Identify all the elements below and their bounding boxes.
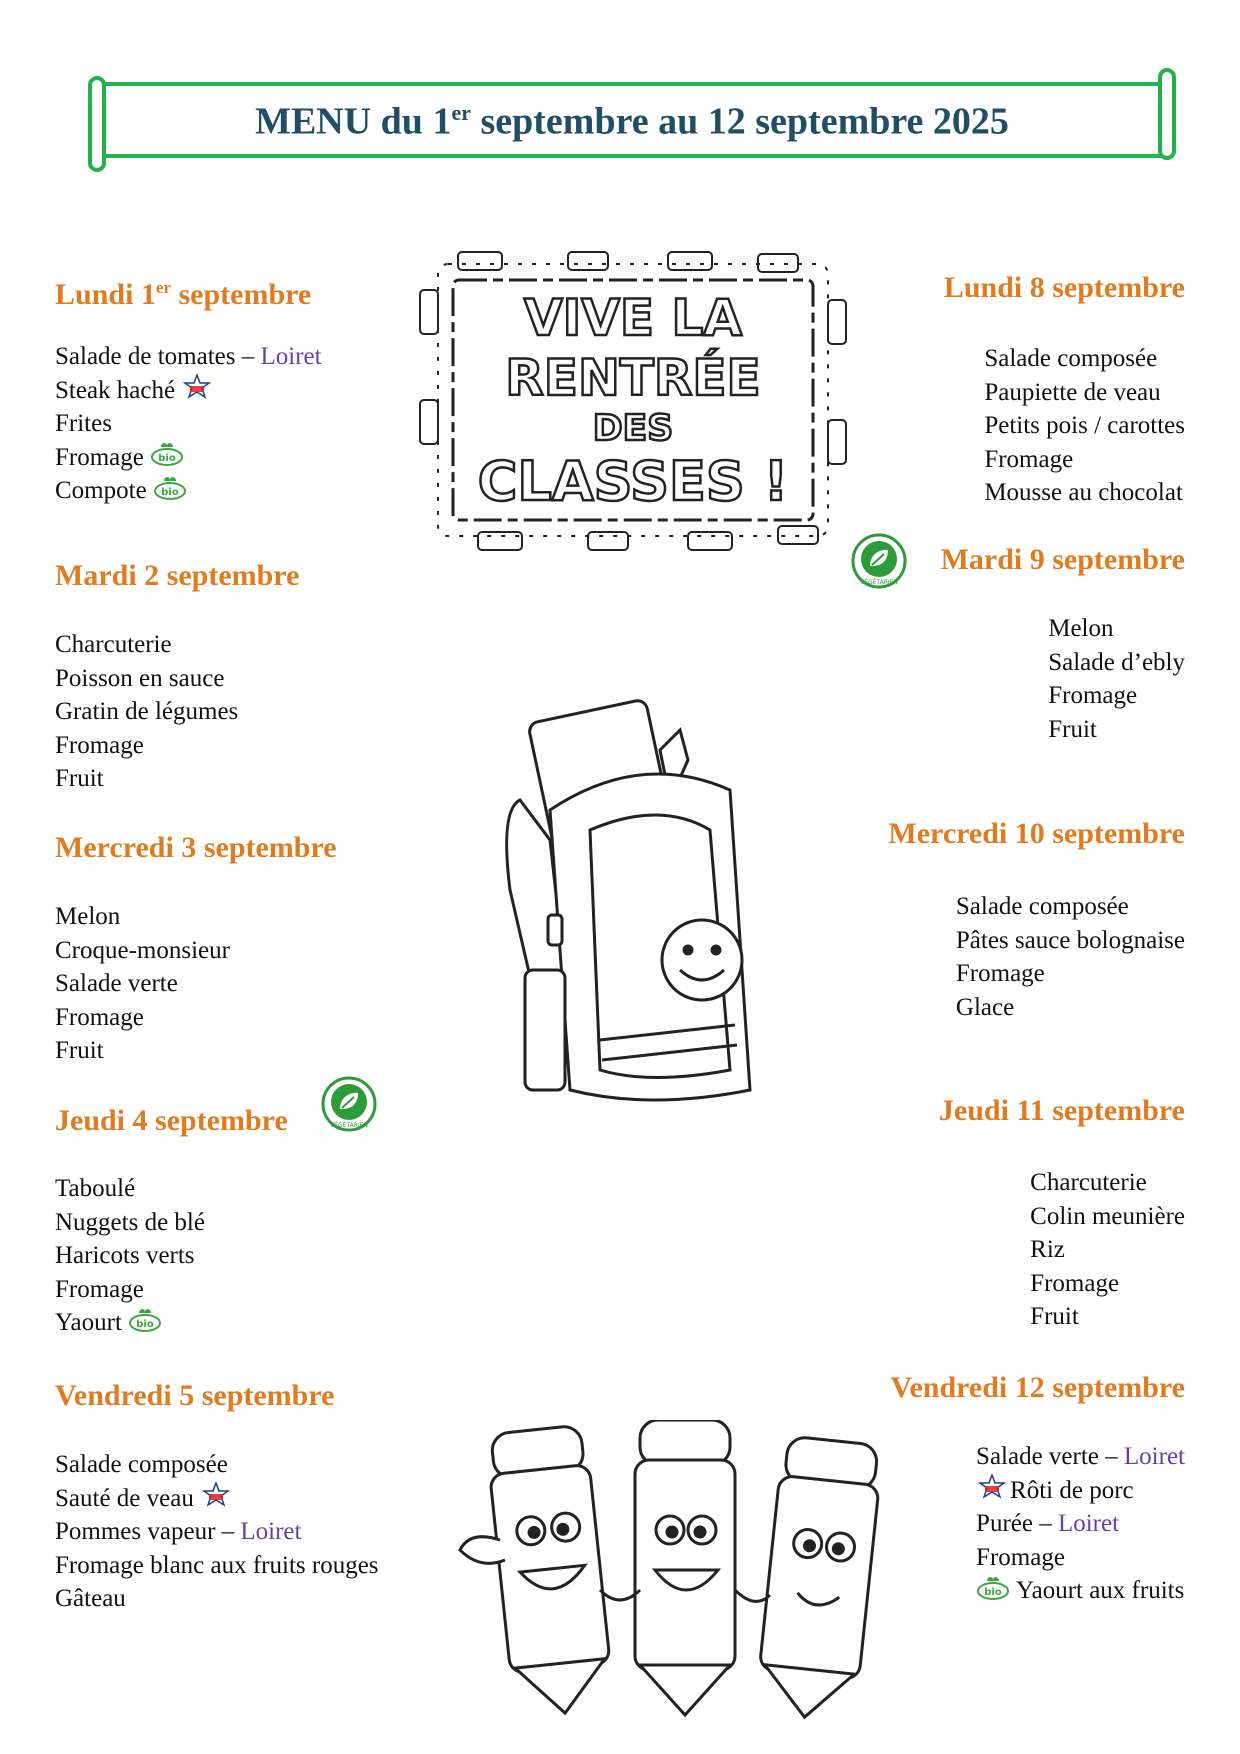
day-title-mercredi-3: Mercredi 3 septembre: [55, 831, 337, 864]
menu-item: Compote bio: [55, 474, 322, 508]
menu-item: Salade verte: [55, 970, 178, 998]
menu-item: Fruit: [55, 1037, 104, 1065]
menu-item: Yaourt bio: [55, 1306, 205, 1340]
sign-line-2: RENTRÉE: [505, 349, 761, 407]
menu-item: bio Yaourt aux fruits: [976, 1574, 1185, 1608]
svg-text:VÉGÉTARIEN: VÉGÉTARIEN: [330, 1122, 368, 1129]
svg-text:bio: bio: [158, 453, 176, 465]
day-title-mardi-2: Mardi 2 septembre: [55, 559, 300, 592]
day-title-jeudi-11: Jeudi 11 septembre: [938, 1094, 1185, 1127]
menu-item: Salade composée: [955, 893, 1129, 920]
svg-text:VÉGÉTARIEN: VÉGÉTARIEN: [860, 579, 898, 586]
bio-icon: [128, 1307, 162, 1343]
menu-items-lundi-1: [55, 340, 322, 508]
day-title-vendredi-5: Vendredi 5 septembre: [55, 1379, 335, 1412]
sign-line-3: DES: [592, 408, 674, 449]
menu-item: Rôti de porc: [976, 1474, 1185, 1508]
bio-icon: [976, 1575, 1010, 1611]
menu-items-mercredi-3: [55, 900, 230, 1068]
menu-item: Petits pois / carottes: [984, 412, 1185, 440]
svg-text:bio: bio: [136, 1318, 154, 1330]
menu-item: Salade composée: [55, 1451, 228, 1478]
menu-item: Frites: [55, 410, 112, 438]
menu-items-mercredi-10: [956, 890, 1185, 1024]
menu-item: Mousse au chocolat: [984, 479, 1183, 507]
menu-item: Charcuterie: [55, 631, 172, 658]
menu-item: Pommes vapeur – Loiret: [55, 1518, 302, 1546]
label-rouge-icon: [976, 1474, 1008, 1510]
day-title-vendredi-12: Vendredi 12 septembre: [890, 1371, 1185, 1404]
menu-items-vendredi-12: [976, 1440, 1185, 1608]
menu-item: Fruit: [1048, 715, 1097, 743]
menu-item: Fruit: [55, 765, 104, 793]
menu-item: Riz: [1030, 1236, 1065, 1264]
menu-item: Fromage: [55, 1275, 144, 1303]
svg-text:bio: bio: [984, 1586, 1002, 1598]
menu-item: Salade verte – Loiret: [976, 1443, 1185, 1470]
page-title: MENU du 1er septembre au 12 septembre 2025: [255, 100, 1009, 143]
menu-item: Salade de tomates – Loiret: [55, 343, 322, 370]
label-rouge-icon: [181, 374, 213, 410]
menu-item: Fromage blanc aux fruits rouges: [55, 1551, 379, 1579]
menu-item: Sauté de veau: [55, 1482, 379, 1516]
menu-item: Fromage: [984, 445, 1074, 473]
menu-item: Melon: [1048, 615, 1114, 642]
menu-item: Pâtes sauce bolognaise: [955, 926, 1185, 954]
menu-item: Fromage: [55, 731, 144, 759]
menu-item: Fromage: [955, 960, 1045, 988]
menu-item: Glace: [955, 993, 1015, 1021]
pencil-characters-icon: [450, 1420, 920, 1720]
menu-item: Purée – Loiret: [976, 1510, 1120, 1538]
menu-item: Fromage: [1048, 682, 1138, 710]
menu-item: Melon: [55, 903, 121, 930]
menu-item: Fromage: [1030, 1269, 1120, 1297]
day-title-lundi-1: Lundi 1er septembre: [55, 278, 312, 311]
vive-la-rentree-sign: [418, 250, 848, 555]
vegetarien-icon: [320, 1075, 378, 1137]
menu-items-vendredi-5: [55, 1448, 379, 1616]
menu-items-lundi-8: [984, 342, 1185, 510]
menu-item: Colin meunière: [1030, 1202, 1185, 1230]
menu-item: Salade composée: [984, 345, 1158, 372]
label-rouge-icon: [200, 1482, 232, 1518]
menu-item: Gâteau: [55, 1585, 126, 1613]
menu-items-jeudi-11: [1030, 1166, 1185, 1334]
menu-item: Fromage: [976, 1543, 1065, 1571]
menu-item: Nuggets de blé: [55, 1208, 205, 1236]
menu-items-mardi-2: [55, 628, 238, 796]
menu-item: Fruit: [1030, 1303, 1079, 1331]
bio-icon: [150, 441, 184, 477]
vegetarien-icon: [850, 532, 908, 594]
menu-item: Croque-monsieur: [55, 936, 230, 964]
menu-item: Fromage bio: [55, 441, 322, 475]
svg-text:bio: bio: [160, 486, 179, 498]
bio-icon: [153, 475, 187, 511]
day-title-mardi-9: Mardi 9 septembre: [940, 543, 1185, 576]
menu-item: Fromage: [55, 1003, 144, 1031]
sign-line-1: VIVE LA: [523, 289, 743, 347]
menu-item: Haricots verts: [55, 1242, 195, 1270]
day-title-jeudi-4: Jeudi 4 septembre: [55, 1104, 288, 1137]
day-title-lundi-8: Lundi 8 septembre: [943, 271, 1185, 304]
sign-line-4: CLASSES !: [477, 450, 789, 513]
menu-item: Poisson en sauce: [55, 664, 225, 692]
menu-item: Gratin de légumes: [55, 698, 239, 726]
menu-item: Salade d’ebly: [1048, 648, 1185, 676]
menu-item: Steak haché: [55, 374, 322, 408]
menu-item: Paupiette de veau: [984, 378, 1161, 406]
menu-item: Charcuterie: [1030, 1169, 1147, 1196]
menu-items-mardi-9: [1048, 612, 1185, 746]
school-backpack-icon: [480, 690, 810, 1130]
day-title-mercredi-10: Mercredi 10 septembre: [888, 817, 1185, 850]
menu-item: Taboulé: [55, 1175, 136, 1202]
menu-items-jeudi-4: [55, 1172, 205, 1340]
